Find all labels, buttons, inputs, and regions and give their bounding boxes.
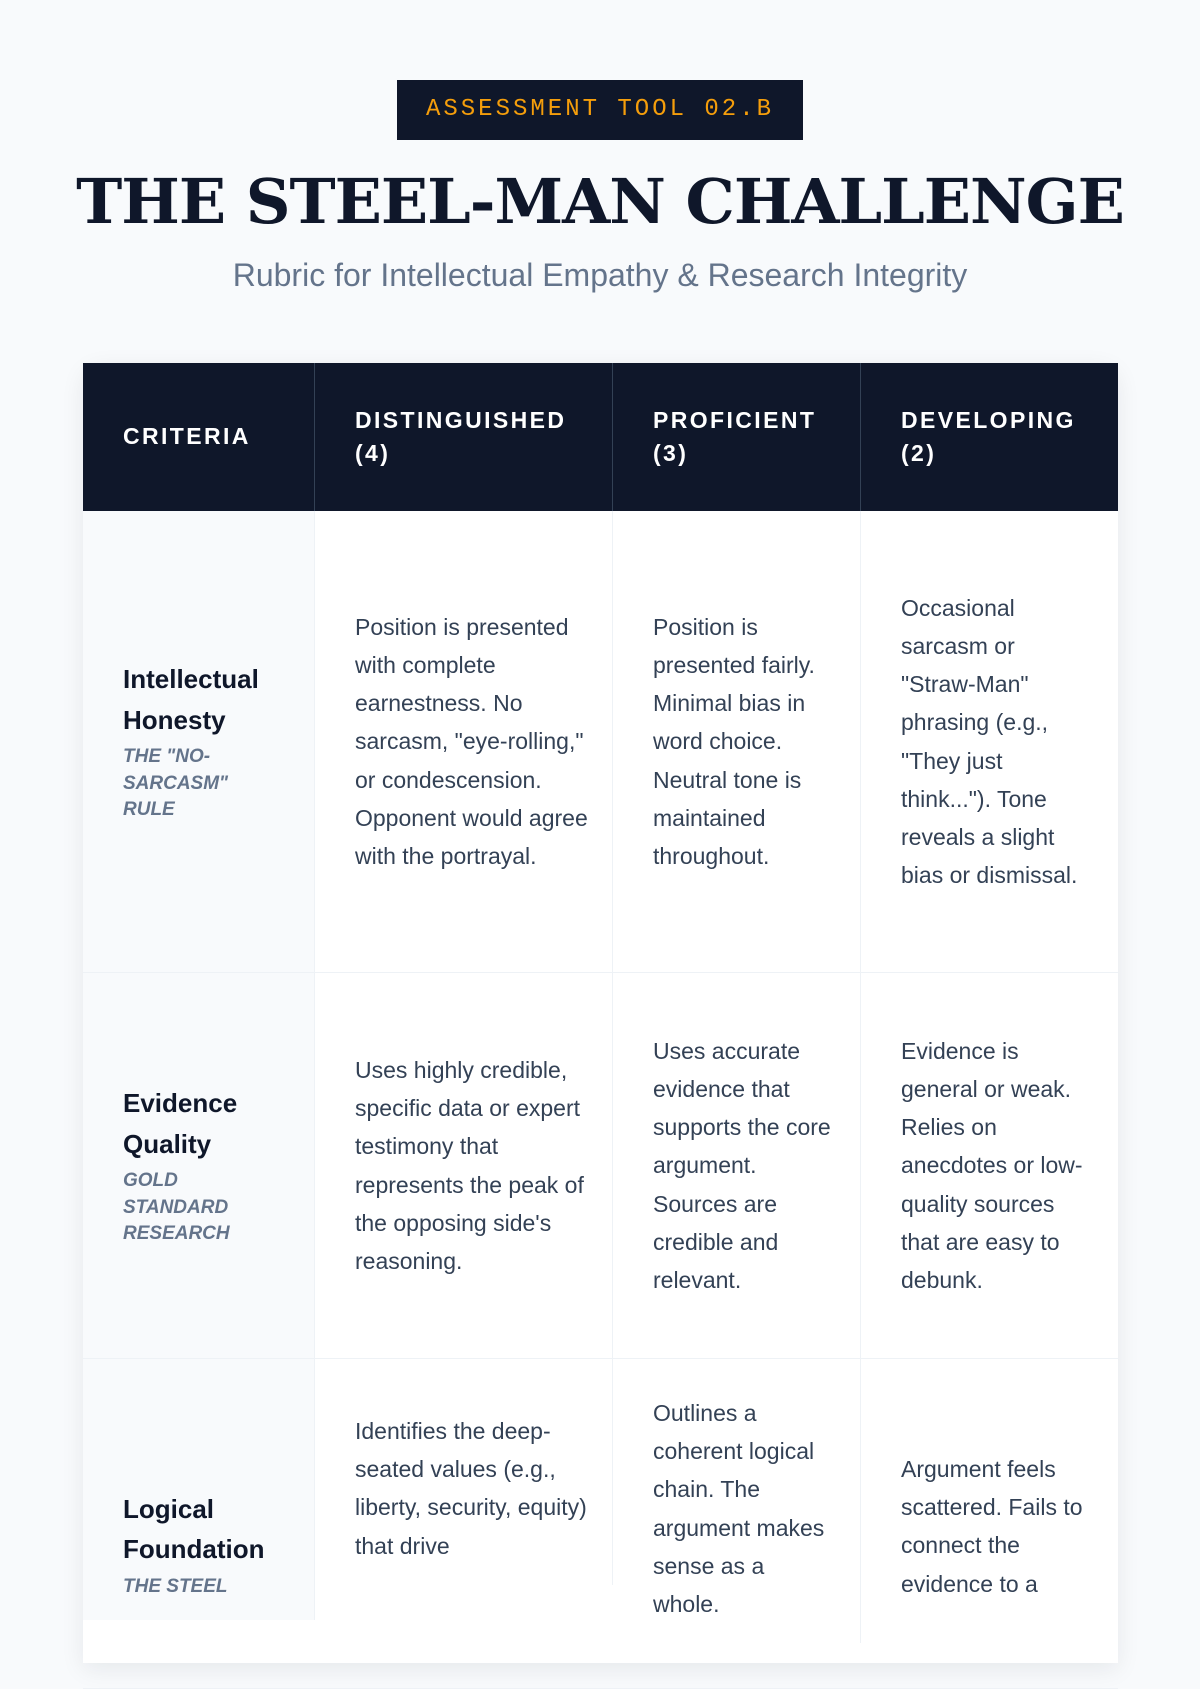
criterion-cell xyxy=(83,1359,315,1620)
table-row xyxy=(83,973,1118,1359)
criterion-subtitle: THE STEEL xyxy=(123,1575,228,1597)
table-row xyxy=(83,1359,1118,1689)
distinguished-description: Position is presented with complete earnestness. No sarcasm, "eye-rolling," or condescension. Opponent would agree with the portrayal. xyxy=(355,613,588,869)
table-header-row xyxy=(83,363,1118,511)
proficient-description: Uses accurate evidence that supports the core argument. Sources are credible and relevant. xyxy=(653,1037,831,1293)
page-subtitle: Rubric for Intellectual Empathy & Research Integrity xyxy=(232,257,968,294)
column-header-proficient: PROFICIENT (3) xyxy=(613,363,861,511)
criterion-name: Logical Foundation xyxy=(123,1494,265,1565)
developing-cell xyxy=(861,1359,1118,1623)
distinguished-cell xyxy=(315,1359,613,1585)
criterion-subtitle: GOLD STANDARD RESEARCH xyxy=(123,1169,230,1245)
developing-description: Argument feels scattered. Fails to connect the evidence to a xyxy=(901,1456,1083,1597)
column-header-criteria: CRITERIA xyxy=(83,363,315,511)
page-header xyxy=(0,0,1200,295)
criterion-subtitle: THE "NO-SARCASM" RULE xyxy=(123,745,229,821)
developing-description: Occasional sarcasm or "Straw-Man" phrasing (e.g., "They just think..."). Tone reveals a slight bias or dismissal. xyxy=(901,594,1078,889)
column-header-distinguished: DISTINGUISHED (4) xyxy=(315,363,613,511)
rubric-table xyxy=(83,363,1118,1663)
distinguished-cell xyxy=(315,973,613,1358)
developing-cell xyxy=(861,511,1118,972)
assessment-tag: ASSESSMENT TOOL 02.B xyxy=(397,80,803,140)
proficient-description: Outlines a coherent logical chain. The argument makes sense as a whole. xyxy=(653,1400,825,1617)
criterion-cell xyxy=(83,511,315,972)
column-header-developing: DEVELOPING (2) xyxy=(901,406,1076,466)
page-title: THE STEEL-MAN CHALLENGE xyxy=(76,165,1124,238)
criterion-cell xyxy=(83,973,315,1358)
table-row xyxy=(83,511,1118,973)
distinguished-description: Uses highly credible, specific data or expert testimony that represents the peak of the opposing side's reasoning. xyxy=(355,1056,584,1274)
developing-cell xyxy=(861,973,1118,1358)
criterion-name: Evidence Quality xyxy=(123,1088,238,1159)
proficient-cell xyxy=(613,1359,861,1643)
criterion-name: Intellectual Honesty xyxy=(123,664,259,735)
developing-description: Evidence is general or weak. Relies on anecdotes or low-quality sources that are easy to debunk. xyxy=(901,1037,1083,1293)
distinguished-description: Identifies the deep-seated values (e.g., liberty, security, equity) that drive xyxy=(355,1418,587,1559)
proficient-cell xyxy=(613,511,861,972)
proficient-description: Position is presented fairly. Minimal bias in word choice. Neutral tone is maintained throughout. xyxy=(653,613,815,869)
distinguished-cell xyxy=(315,511,613,972)
proficient-cell xyxy=(613,973,861,1358)
